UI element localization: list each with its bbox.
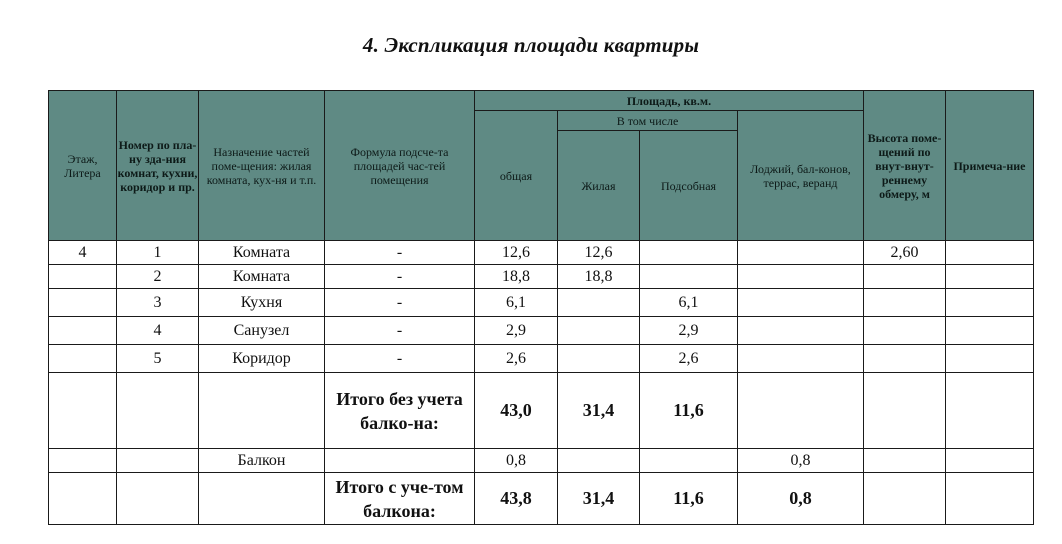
- balcony-row: [49, 449, 1034, 473]
- empty-cell: [199, 373, 325, 449]
- header-floor: Этаж, Литера: [49, 91, 117, 241]
- cell-height: [864, 345, 946, 373]
- header-total: общая: [475, 111, 558, 241]
- grand-total-living: 31,4: [558, 473, 640, 525]
- cell-utility: 2,9: [640, 317, 738, 345]
- balcony-loggia: 0,8: [738, 449, 864, 473]
- cell-height: [864, 289, 946, 317]
- empty-cell: [946, 449, 1034, 473]
- cell-formula: -: [325, 345, 475, 373]
- header-including: В том числе: [558, 111, 738, 131]
- grand-total-utility: 11,6: [640, 473, 738, 525]
- header-note: Примеча-ние: [946, 91, 1034, 241]
- cell-utility: 2,6: [640, 345, 738, 373]
- empty-cell: [117, 373, 199, 449]
- cell-note: [946, 241, 1034, 265]
- empty-cell: [117, 449, 199, 473]
- empty-cell: [640, 449, 738, 473]
- balcony-total: 0,8: [475, 449, 558, 473]
- header-purpose: Назначение частей поме-щения: жилая комната, кух-ня и т.п.: [199, 91, 325, 241]
- empty-cell: [325, 449, 475, 473]
- cell-name: Комната: [199, 241, 325, 265]
- grand-total-row: [49, 473, 1034, 525]
- cell-height: [864, 317, 946, 345]
- cell-utility: [640, 265, 738, 289]
- cell-total: 6,1: [475, 289, 558, 317]
- cell-loggia: [738, 345, 864, 373]
- table-row: [49, 241, 1034, 265]
- cell-floor: [49, 317, 117, 345]
- cell-number: 5: [117, 345, 199, 373]
- cell-utility: [640, 241, 738, 265]
- cell-total: 2,6: [475, 345, 558, 373]
- grand-total-loggia: 0,8: [738, 473, 864, 525]
- empty-cell: [49, 449, 117, 473]
- cell-name: Санузел: [199, 317, 325, 345]
- cell-total: 18,8: [475, 265, 558, 289]
- cell-number: 2: [117, 265, 199, 289]
- subtotal-row: [49, 373, 1034, 449]
- header-loggia: Лоджий, бал-конов, террас, веранд: [738, 111, 864, 241]
- cell-formula: -: [325, 241, 475, 265]
- header-utility: Подсобная: [640, 131, 738, 241]
- empty-cell: [864, 473, 946, 525]
- cell-formula: -: [325, 317, 475, 345]
- cell-loggia: [738, 289, 864, 317]
- table-row: [49, 317, 1034, 345]
- cell-living: [558, 317, 640, 345]
- cell-total: 2,9: [475, 317, 558, 345]
- table-row: [49, 289, 1034, 317]
- cell-note: [946, 265, 1034, 289]
- subtotal-living: 31,4: [558, 373, 640, 449]
- cell-formula: -: [325, 289, 475, 317]
- grand-total-total: 43,8: [475, 473, 558, 525]
- cell-living: 18,8: [558, 265, 640, 289]
- cell-note: [946, 289, 1034, 317]
- table-row: [49, 265, 1034, 289]
- page-title: 4. Экспликация площади квартиры: [362, 33, 700, 57]
- cell-living: [558, 289, 640, 317]
- subtotal-utility: 11,6: [640, 373, 738, 449]
- header-area: Площадь, кв.м.: [475, 91, 864, 111]
- cell-living: 12,6: [558, 241, 640, 265]
- empty-cell: [864, 373, 946, 449]
- grand-total-label: Итого с уче-том балкона:: [325, 473, 475, 525]
- cell-height: 2,60: [864, 241, 946, 265]
- cell-formula: -: [325, 265, 475, 289]
- cell-name: Кухня: [199, 289, 325, 317]
- subtotal-total: 43,0: [475, 373, 558, 449]
- cell-floor: [49, 289, 117, 317]
- cell-floor: [49, 345, 117, 373]
- balcony-name: Балкон: [199, 449, 325, 473]
- cell-height: [864, 265, 946, 289]
- cell-name: Коридор: [199, 345, 325, 373]
- subtotal-label: Итого без учета балко-на:: [325, 373, 475, 449]
- empty-cell: [117, 473, 199, 525]
- cell-name: Комната: [199, 265, 325, 289]
- header-living: Жилая: [558, 131, 640, 241]
- cell-floor: [49, 265, 117, 289]
- empty-cell: [946, 373, 1034, 449]
- cell-note: [946, 317, 1034, 345]
- cell-total: 12,6: [475, 241, 558, 265]
- empty-cell: [558, 449, 640, 473]
- header-formula: Формула подсче-та площадей час-тей помещения: [325, 91, 475, 241]
- header-number: Номер по пла-ну зда-ния комнат, кухни, коридор и пр.: [117, 91, 199, 241]
- cell-floor: 4: [49, 241, 117, 265]
- empty-cell: [864, 449, 946, 473]
- empty-cell: [738, 373, 864, 449]
- cell-number: 1: [117, 241, 199, 265]
- cell-loggia: [738, 265, 864, 289]
- cell-note: [946, 345, 1034, 373]
- table-row: [49, 345, 1034, 373]
- empty-cell: [946, 473, 1034, 525]
- empty-cell: [199, 473, 325, 525]
- empty-cell: [49, 473, 117, 525]
- explication-table: [48, 90, 1034, 525]
- cell-loggia: [738, 241, 864, 265]
- cell-utility: 6,1: [640, 289, 738, 317]
- cell-number: 3: [117, 289, 199, 317]
- cell-loggia: [738, 317, 864, 345]
- cell-number: 4: [117, 317, 199, 345]
- empty-cell: [49, 373, 117, 449]
- header-height: Высота поме-щений по внут-внут-реннему обмеру, м: [864, 91, 946, 241]
- cell-living: [558, 345, 640, 373]
